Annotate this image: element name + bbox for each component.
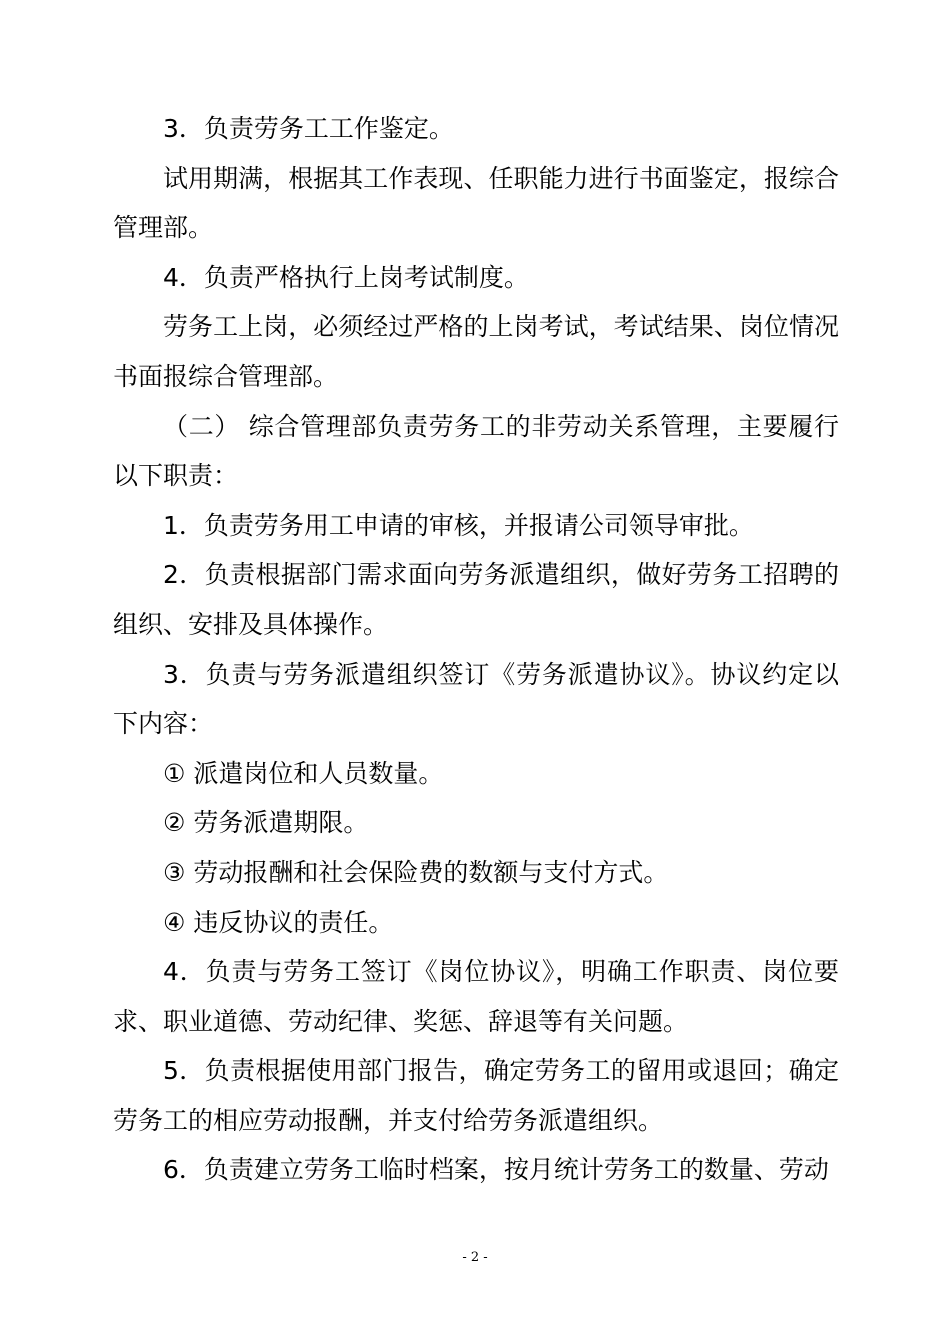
paragraph-duty-6: 6．负责建立劳务工临时档案，按月统计劳务工的数量、劳动 [163,1155,829,1185]
list-item-circled-1: ① 派遣岗位和人员数量。 [163,758,444,788]
paragraph-duty-5: 5．负责根据使用部门报告，确定劳务工的留用或退回；确定劳务工的相应劳动报酬，并支付给劳务派遣组织。 [113,1056,839,1135]
paragraph-section-2-heading: （二） 综合管理部负责劳务工的非劳动关系管理，主要履行以下职责： [113,411,839,491]
list-item-circled-3: ③ 劳动报酬和社会保险费的数额与支付方式。 [163,857,669,887]
page-number: - 2 - [462,1250,488,1265]
paragraph-item-4-heading: 4．负责严格执行上岗考试制度。 [163,262,529,292]
paragraph-duty-1: 1．负责劳务用工申请的审核，并报请公司领导审批。 [163,510,754,540]
paragraph-probation-appraisal: 试用期满，根据其工作表现、任职能力进行书面鉴定，报综合管理部。 [113,163,839,243]
paragraph-duty-4: 4．负责与劳务工签订《岗位协议》，明确工作职责、岗位要求、职业道德、劳动纪律、奖惩、辞退等有关问题。 [113,957,839,1036]
paragraph-duty-3: 3．负责与劳务派遣组织签订《劳务派遣协议》。协议约定以下内容： [113,659,839,739]
list-item-circled-2: ② 劳务派遣期限。 [163,808,369,838]
document-body [113,104,839,1195]
paragraph-exam-requirement: 劳务工上岗，必须经过严格的上岗考试，考试结果、岗位情况书面报综合管理部。 [113,312,839,391]
paragraph-duty-2: 2．负责根据部门需求面向劳务派遣组织，做好劳务工招聘的组织、安排及具体操作。 [113,560,839,639]
list-item-circled-4: ④ 违反协议的责任。 [163,907,394,937]
paragraph-item-3-heading: 3．负责劳务工工作鉴定。 [163,114,454,143]
